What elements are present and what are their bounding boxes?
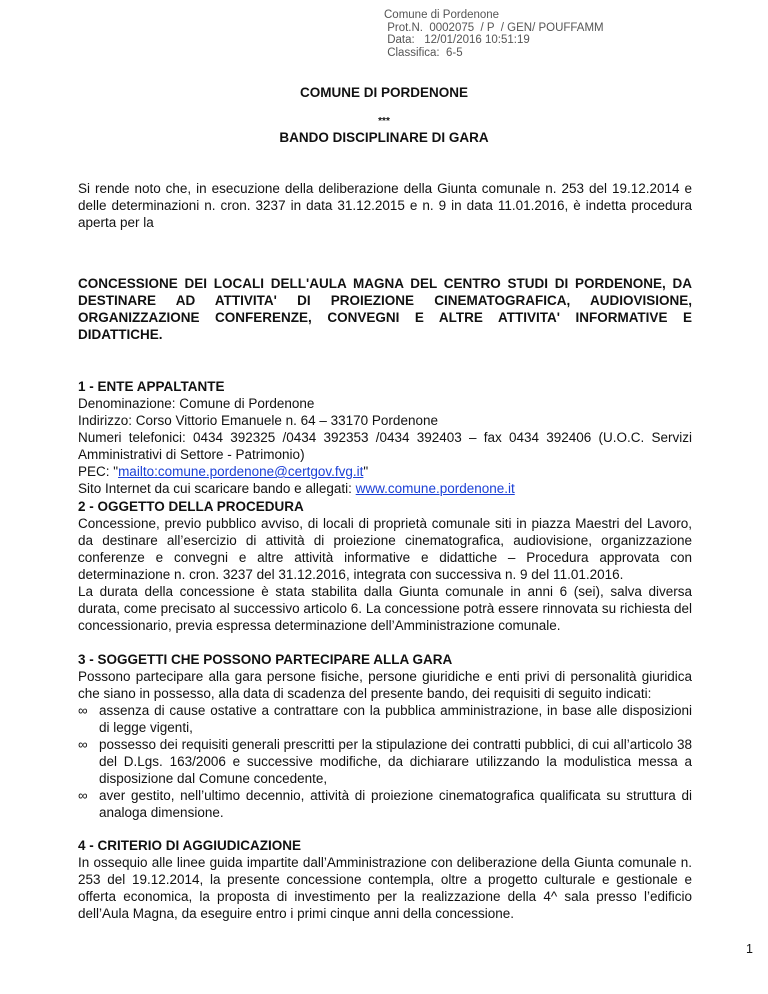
stars-separator: *** <box>378 116 390 127</box>
section-heading: 1 - ENTE APPALTANTE <box>78 379 225 394</box>
pec-email-link[interactable]: mailto:comune.pordenone@certgov.fvg.it <box>118 464 364 479</box>
section-paragraph: Concessione, previo pubblico avviso, di locali di proprietà comunale siti in piazza Maestri del Lavoro, da destinare all’esercizio di attività di proiezione cinematografica, audiovisione, organizzazione conferenze e convegni e altre attività informative e didattiche – Procedura approvata con determinazione n. cron. 3237 del 31.12.2016, integrata con successiva n. 9 del 11.01.2016. <box>78 516 692 582</box>
ente-telefoni: Numeri telefonici: 0434 392325 /0434 392353 /0434 392403 – fax 0434 392406 (U.O.C. Servizi Amministrativi di Settore - Patrimonio) <box>78 430 692 462</box>
website-link[interactable]: www.comune.pordenone.it <box>355 481 515 496</box>
section-oggetto <box>78 498 692 634</box>
section-ente-appaltante <box>78 378 692 497</box>
list-item-text: aver gestito, nell’ultimo decennio, attività di proiezione cinematografica qualificata su struttura di analoga dimensione. <box>99 788 692 820</box>
bullet-symbol: ∞ <box>78 737 88 752</box>
section-paragraph: Possono partecipare alla gara persone fisiche, persone giuridiche e enti privi di personalità giuridica che siano in possesso, alla data di scadenza del presente bando, dei requisiti di seguito indicati: <box>78 669 692 701</box>
pec-end: " <box>363 464 369 479</box>
bando-title: BANDO DISCIPLINARE DI GARA <box>279 130 489 145</box>
bullet-symbol: ∞ <box>78 788 88 803</box>
intro-paragraph: Si rende noto che, in esecuzione della deliberazione della Giunta comunale n. 253 del 19.12.2014 e delle determinazioni n. cron. 3237 in data 31.12.2015 e n. 9 in data 11.01.2016, è indetta procedura aperta per la <box>78 181 692 230</box>
ente-pec <box>78 463 692 480</box>
section-paragraph: In ossequio alle linee guida impartite dall’Amministrazione con deliberazione della Giunta comunale n. 253 del 19.12.2014, la presente concessione contempla, oltre a progetto culturale e gestionale e offerta economica, la proposta di investimento per la realizzazione della 4^ sala presso l’edificio dell’Aula Magna, da eseguire entro i primi cinque anni della concessione. <box>78 855 692 921</box>
page-number: 1 <box>746 942 753 956</box>
bullet-symbol: ∞ <box>78 703 88 718</box>
list-item <box>78 702 692 736</box>
section-criterio <box>78 837 692 922</box>
list-item <box>78 736 692 787</box>
comune-heading: COMUNE DI PORDENONE <box>299 85 468 100</box>
stamp-line: Data: 12/01/2016 10:51:19 <box>384 34 530 46</box>
list-item <box>78 787 692 821</box>
section-paragraph: La durata della concessione è stata stabilita dalla Giunta comunale in anni 6 (sei), salva diversa durata, come precisato al successivo articolo 6. La concessione potrà essere rinnovata su richiesta del concessionario, previa espressa determinazione dell’Amministrazione comunale. <box>78 584 692 633</box>
list-item-text: assenza di cause ostative a contrattare con la pubblica amministrazione, in base alle disposizioni di legge vigenti, <box>99 703 692 735</box>
stamp-line: Classifica: 6-5 <box>384 46 463 59</box>
section-heading: 4 - CRITERIO DI AGGIUDICAZIONE <box>78 838 302 853</box>
section-soggetti <box>78 651 692 821</box>
ente-sito <box>78 480 692 497</box>
pec-label: PEC: " <box>78 464 119 479</box>
list-item-text: possesso dei requisiti generali prescritti per la stipulazione dei contratti pubblici, di cui all’articolo 38 del D.Lgs. 163/2006 e successive modifiche, da dichiarare utilizzando la modulistica messa a disposizione dal Comune concedente, <box>99 737 692 786</box>
stamp-line: Comune di Pordenone <box>384 9 500 21</box>
sito-label: Sito Internet da cui scaricare bando e allegati: <box>78 481 356 496</box>
ente-indirizzo: Indirizzo: Corso Vittorio Emanuele n. 64 – 33170 Pordenone <box>78 413 438 428</box>
section-heading: 3 - SOGGETTI CHE POSSONO PARTECIPARE ALLA GARA <box>78 652 453 667</box>
section-heading: 2 - OGGETTO DELLA PROCEDURA <box>78 499 304 514</box>
ente-denominazione: Denominazione: Comune di Pordenone <box>78 396 315 411</box>
requirements-list <box>78 702 692 821</box>
protocol-stamp <box>384 9 604 59</box>
procedure-subject-title: CONCESSIONE DEI LOCALI DELL'AULA MAGNA DEL CENTRO STUDI DI PORDENONE, DA DESTINARE AD ATTIVITA' DI PROIEZIONE CINEMATOGRAFICA, AUDIOVISIONE, ORGANIZZAZIONE CONFERENZE, CONVEGNI E ALTRE ATTIVITA' INFORMATIVE E DIDATTICHE. <box>78 276 692 342</box>
stamp-line: Prot.N. 0002075 / P / GEN/ POUFFAMM <box>384 21 604 34</box>
